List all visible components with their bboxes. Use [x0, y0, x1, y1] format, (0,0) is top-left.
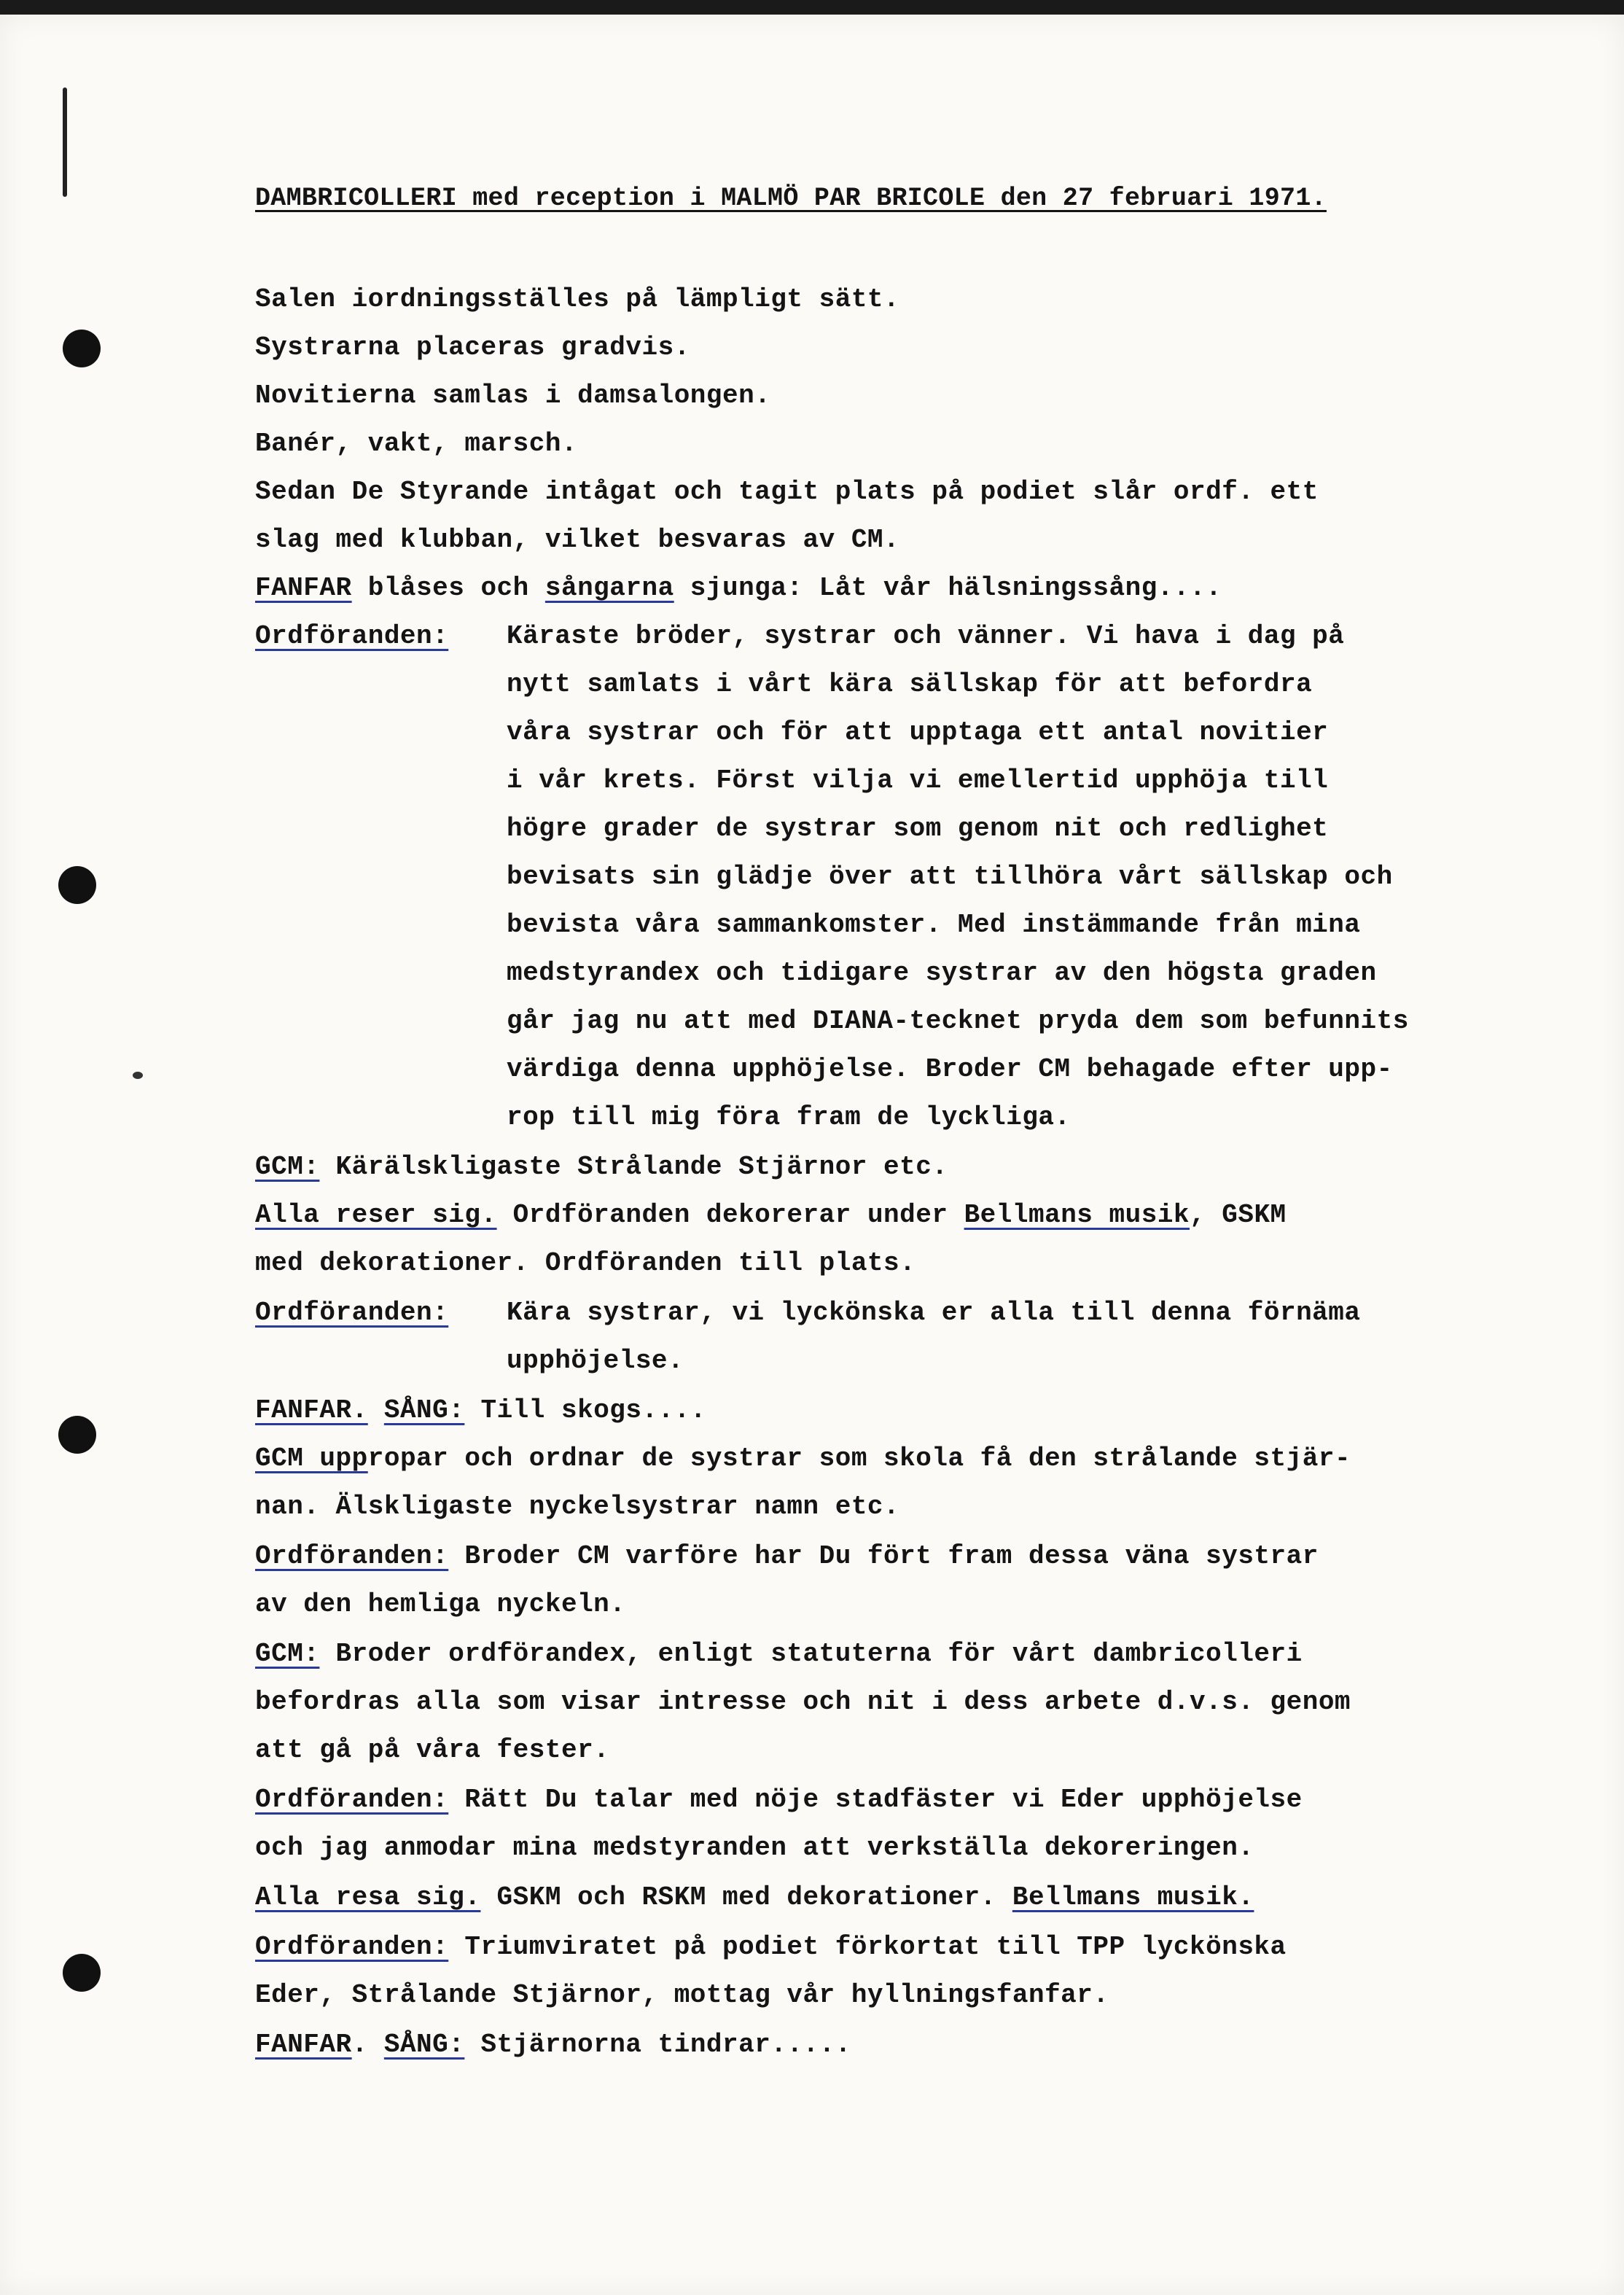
music-label: Bellmans musik.: [1012, 1882, 1254, 1912]
speech-1-line-9: går jag nu att med DIANA-tecknet pryda dem som befunnits: [507, 1006, 1409, 1036]
fanfar-line-2: FANFAR. SÅNG: Till skogs....: [255, 1395, 706, 1425]
stage-line-1: Salen iordningsställes på lämpligt sätt.: [255, 284, 900, 314]
alla-line-1: Alla reser sig. Ordföranden dekorerar under Bellmans musik, GSKM: [255, 1200, 1287, 1230]
stage-line-6: slag med klubban, vilket besvaras av CM.: [255, 525, 900, 555]
speech-1-line-5: högre grader de systrar som genom nit och redlighet: [507, 814, 1329, 843]
stage-line-3: Novitierna samlas i damsalongen.: [255, 381, 771, 410]
document-page: [0, 15, 1624, 2295]
speech-2-line-2: upphöjelse.: [507, 1346, 684, 1376]
speech-5-line-1: Ordföranden: Triumviratet på podiet förkortat till TPP lyckönska: [255, 1932, 1287, 1962]
gcm-line-1: GCM: Kärälskligaste Strålande Stjärnor etc.: [255, 1152, 948, 1182]
speech-1-line-3: våra systrar och för att upptaga ett antal novitier: [507, 717, 1329, 747]
alla-line-3: Alla resa sig. GSKM och RSKM med dekorationer. Bellmans musik.: [255, 1882, 1254, 1912]
speaker-label: Ordföranden:: [255, 1298, 449, 1328]
fanfar-label: FANFAR: [255, 2030, 352, 2060]
fanfar-label: FANFAR.: [255, 1395, 368, 1425]
stage-line-4: Banér, vakt, marsch.: [255, 429, 578, 459]
speaker-label: Ordföranden:: [255, 1785, 449, 1815]
typed-text: [0, 15, 1624, 2295]
speech-1-line-11: rop till mig föra fram de lyckliga.: [507, 1102, 1071, 1132]
speech-1-line-4: i vår krets. Först vilja vi emellertid upphöja till: [507, 765, 1329, 795]
music-label: Bellmans musik: [964, 1200, 1190, 1230]
gcm-label: GCM:: [255, 1639, 320, 1669]
song-label: SÅNG:: [383, 1395, 465, 1425]
speaker-label: Ordföranden:: [255, 621, 449, 651]
gcm-line-3b: befordras alla som visar intresse och nit i dess arbete d.v.s. genom: [255, 1687, 1351, 1717]
singers-label: sångarna: [544, 573, 674, 603]
speech-1-line-2: nytt samlats i vårt kära sällskap för att befordra: [507, 669, 1313, 699]
speech-1-line-6: bevisats sin glädje över att tillhöra vårt sällskap och: [507, 862, 1393, 892]
speech-3-line-1: Ordföranden: Broder CM varföre har Du fört fram dessa väna systrar: [255, 1541, 1319, 1571]
document-title: DAMBRICOLLERI med reception i MALMÖ PAR BRICOLE den 27 februari 1971.: [255, 184, 1327, 213]
fanfar-line-1: FANFAR blåses och sångarna sjunga: Låt vår hälsningssång....: [255, 573, 1222, 603]
alla-label: Alla resa sig.: [255, 1882, 481, 1912]
speech-2-line-1: Ordföranden: Kära systrar, vi lyckönska er alla till denna förnäma: [255, 1298, 1361, 1328]
speech-4-line-1: Ordföranden: Rätt Du talar med nöje stadfäster vi Eder upphöjelse: [255, 1785, 1303, 1815]
gcm-line-2: GCM uppropar och ordnar de systrar som skola få den strålande stjär-: [255, 1443, 1351, 1473]
fanfar-label: FANFAR: [255, 573, 352, 603]
stage-line-5: Sedan De Styrande intågat och tagit plats på podiet slår ordf. ett: [255, 477, 1319, 507]
speech-1-line-8: medstyrandex och tidigare systrar av den högsta graden: [507, 958, 1377, 988]
stage-line-2: Systrarna placeras gradvis.: [255, 332, 690, 362]
gcm-line-2b: nan. Älskligaste nyckelsystrar namn etc.: [255, 1492, 900, 1521]
speech-1-line-10: värdiga denna upphöjelse. Broder CM behagade efter upp-: [507, 1054, 1393, 1084]
gcm-label: GCM upp: [255, 1443, 368, 1473]
gcm-label: GCM:: [255, 1152, 320, 1182]
alla-label: Alla reser sig.: [255, 1200, 497, 1230]
gcm-line-3: GCM: Broder ordförandex, enligt statuterna för vårt dambricolleri: [255, 1639, 1303, 1669]
speech-1-line-1: Ordföranden: Käraste bröder, systrar och vänner. Vi hava i dag på: [255, 621, 1345, 651]
speech-4-line-2: och jag anmodar mina medstyranden att verkställa dekoreringen.: [255, 1833, 1254, 1863]
speech-3-line-2: av den hemliga nyckeln.: [255, 1589, 626, 1619]
fanfar-line-3: FANFAR. SÅNG: Stjärnorna tindrar.....: [255, 2030, 851, 2060]
speech-1-line-7: bevista våra sammankomster. Med instämmande från mina: [507, 910, 1361, 940]
speaker-label: Ordföranden:: [255, 1932, 449, 1962]
song-label: SÅNG:: [383, 2030, 465, 2060]
gcm-line-3c: att gå på våra fester.: [255, 1735, 610, 1765]
speaker-label: Ordföranden:: [255, 1541, 449, 1571]
speech-5-line-2: Eder, Strålande Stjärnor, mottag vår hyllningsfanfar.: [255, 1980, 1109, 2010]
alla-line-2: med dekorationer. Ordföranden till plats.: [255, 1248, 916, 1278]
